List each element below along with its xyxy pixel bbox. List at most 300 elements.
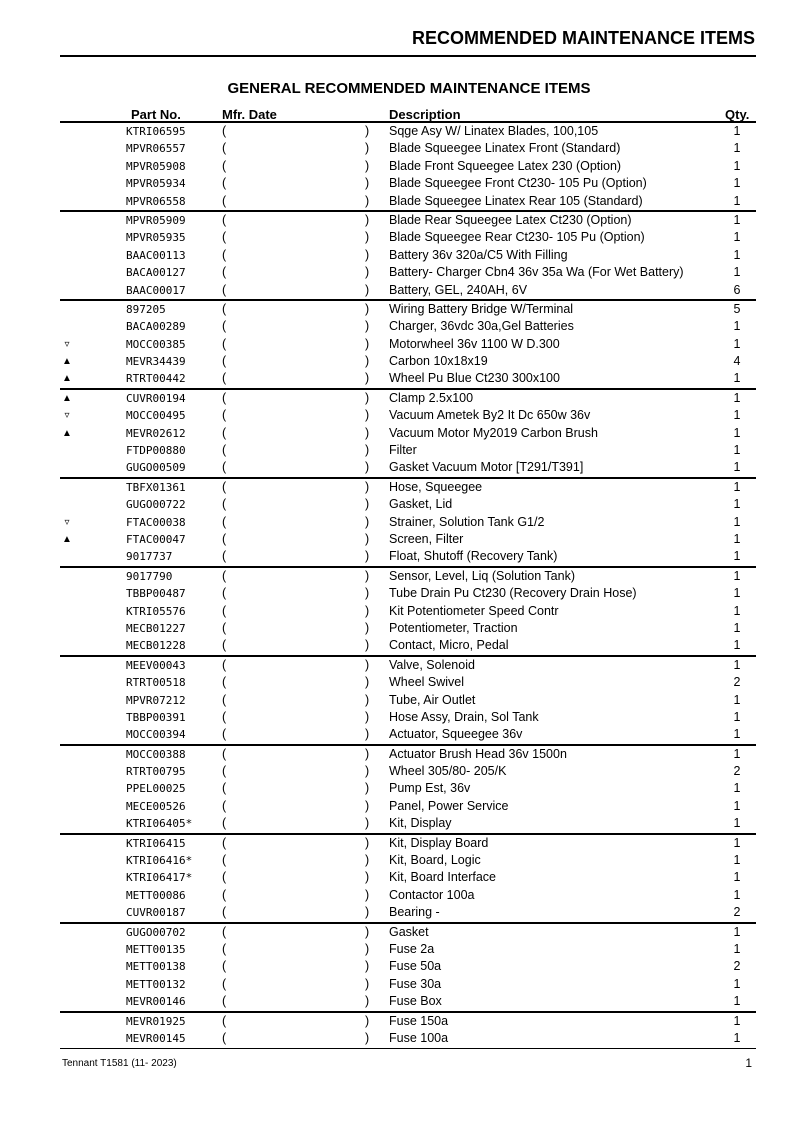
quantity: 1 bbox=[733, 514, 741, 529]
mfr-date-close: ) bbox=[365, 887, 370, 902]
part-number: FTAC00038 bbox=[126, 515, 186, 529]
mfr-date-open: ( bbox=[222, 301, 227, 316]
quantity: 1 bbox=[733, 1013, 741, 1028]
mfr-date-close: ) bbox=[365, 692, 370, 707]
description: Tube Drain Pu Ct230 (Recovery Drain Hose) bbox=[389, 586, 637, 601]
mfr-date-close: ) bbox=[365, 905, 370, 920]
mfr-date-close: ) bbox=[365, 514, 370, 529]
table-row bbox=[60, 1013, 756, 1030]
description: Strainer, Solution Tank G1/2 bbox=[389, 514, 545, 529]
description: Fuse 50a bbox=[389, 959, 442, 974]
part-number: TBBP00487 bbox=[126, 587, 186, 601]
table-row-group bbox=[60, 744, 756, 833]
description: Float, Shutoff (Recovery Tank) bbox=[389, 549, 558, 564]
quantity: 1 bbox=[733, 336, 741, 351]
mfr-date-open: ( bbox=[222, 853, 227, 868]
part-number: CUVR00194 bbox=[126, 391, 186, 405]
table-row-group bbox=[60, 566, 756, 655]
table-row bbox=[60, 993, 756, 1010]
quantity: 4 bbox=[733, 354, 741, 369]
mfr-date-open: ( bbox=[222, 425, 227, 440]
mfr-date-close: ) bbox=[365, 764, 370, 779]
mfr-date-open: ( bbox=[222, 959, 227, 974]
table-row bbox=[60, 637, 756, 654]
description: Motorwheel 36v 1100 W D.300 bbox=[389, 336, 560, 351]
part-number: KTRI06417* bbox=[126, 871, 193, 885]
mfr-date-close: ) bbox=[365, 230, 370, 245]
table-row bbox=[60, 692, 756, 709]
mfr-date-open: ( bbox=[222, 924, 227, 939]
quantity: 1 bbox=[733, 870, 741, 885]
part-number: KTRI06595 bbox=[126, 125, 186, 138]
table-row bbox=[60, 746, 756, 763]
quantity: 1 bbox=[733, 443, 741, 458]
description: Wheel 305/80- 205/K bbox=[389, 764, 507, 779]
quantity: 1 bbox=[733, 924, 741, 939]
mfr-date-open: ( bbox=[222, 176, 227, 191]
mfr-date-close: ) bbox=[365, 620, 370, 635]
part-number: PPEL00025 bbox=[126, 782, 186, 796]
description: Battery 36v 320a/C5 With Filling bbox=[389, 247, 568, 262]
mfr-date-open: ( bbox=[222, 460, 227, 475]
quantity: 1 bbox=[733, 727, 741, 742]
table-row bbox=[60, 514, 756, 531]
mfr-date-open: ( bbox=[222, 798, 227, 813]
table-row bbox=[60, 958, 756, 975]
part-number: MOCC00388 bbox=[126, 747, 186, 761]
mfr-date-close: ) bbox=[365, 816, 370, 831]
description: Contact, Micro, Pedal bbox=[389, 638, 509, 653]
mfr-date-close: ) bbox=[365, 460, 370, 475]
part-number: MECB01227 bbox=[126, 621, 186, 635]
part-number: RTRT00795 bbox=[126, 765, 186, 779]
part-number: 9017737 bbox=[126, 550, 173, 564]
quantity: 1 bbox=[733, 835, 741, 850]
mfr-date-close: ) bbox=[365, 941, 370, 956]
mfr-date-open: ( bbox=[222, 265, 227, 280]
description: Kit, Board, Logic bbox=[389, 853, 481, 868]
description: Gasket bbox=[389, 924, 429, 939]
table-row bbox=[60, 496, 756, 513]
mfr-date-close: ) bbox=[365, 425, 370, 440]
footer-document-id: Tennant T1581 (11- 2023) bbox=[62, 1058, 177, 1069]
mfr-date-open: ( bbox=[222, 941, 227, 956]
description: Charger, 36vdc 30a,Gel Batteries bbox=[389, 319, 574, 334]
description: Fuse Box bbox=[389, 994, 442, 1009]
description: Battery- Charger Cbn4 36v 35a Wa (For Wet Battery) bbox=[389, 265, 684, 280]
description: Hose Assy, Drain, Sol Tank bbox=[389, 709, 539, 724]
quantity: 1 bbox=[733, 390, 741, 405]
mfr-date-close: ) bbox=[365, 354, 370, 369]
part-number: MOCC00495 bbox=[126, 409, 186, 423]
part-number: MECE00526 bbox=[126, 799, 186, 813]
table-row-group bbox=[60, 299, 756, 388]
part-number: MPVR05909 bbox=[126, 213, 186, 227]
mfr-date-close: ) bbox=[365, 781, 370, 796]
change-marker: ▲ bbox=[62, 533, 72, 545]
quantity: 2 bbox=[733, 764, 741, 779]
mfr-date-close: ) bbox=[365, 193, 370, 208]
table-row bbox=[60, 158, 756, 175]
mfr-date-close: ) bbox=[365, 549, 370, 564]
part-number: MOCC00385 bbox=[126, 337, 186, 351]
quantity: 1 bbox=[733, 531, 741, 546]
description: Screen, Filter bbox=[389, 531, 464, 546]
quantity: 5 bbox=[733, 301, 741, 316]
change-marker: ▲ bbox=[62, 392, 72, 404]
mfr-date-close: ) bbox=[365, 1030, 370, 1045]
quantity: 1 bbox=[733, 497, 741, 512]
table-row bbox=[60, 548, 756, 565]
description: Fuse 30a bbox=[389, 976, 442, 991]
table-row bbox=[60, 674, 756, 691]
mfr-date-open: ( bbox=[222, 870, 227, 885]
description: Potentiometer, Traction bbox=[389, 620, 518, 635]
description: Wheel Swivel bbox=[389, 675, 465, 690]
mfr-date-close: ) bbox=[365, 124, 370, 138]
page-title: RECOMMENDED MAINTENANCE ITEMS bbox=[411, 28, 755, 48]
mfr-date-close: ) bbox=[365, 835, 370, 850]
part-number: METT00138 bbox=[126, 960, 186, 974]
part-number: MPVR06557 bbox=[126, 142, 186, 156]
table-row bbox=[60, 726, 756, 743]
table-row-group bbox=[60, 1011, 756, 1048]
mfr-date-open: ( bbox=[222, 905, 227, 920]
part-number: GUGO00702 bbox=[126, 925, 186, 939]
quantity: 1 bbox=[733, 657, 741, 672]
table-row bbox=[60, 798, 756, 815]
table-row bbox=[60, 301, 756, 318]
mfr-date-open: ( bbox=[222, 408, 227, 423]
mfr-date-close: ) bbox=[365, 603, 370, 618]
table-row bbox=[60, 603, 756, 620]
change-marker: ▲ bbox=[62, 356, 72, 368]
mfr-date-close: ) bbox=[365, 336, 370, 351]
mfr-date-open: ( bbox=[222, 443, 227, 458]
quantity: 1 bbox=[733, 265, 741, 280]
table-row bbox=[60, 531, 756, 548]
table-row bbox=[60, 212, 756, 229]
quantity: 1 bbox=[733, 479, 741, 494]
mfr-date-close: ) bbox=[365, 568, 370, 583]
mfr-date-open: ( bbox=[222, 709, 227, 724]
part-number: MEVR00145 bbox=[126, 1031, 186, 1045]
mfr-date-open: ( bbox=[222, 727, 227, 742]
description: Gasket Vacuum Motor [T291/T391] bbox=[389, 460, 584, 475]
mfr-date-close: ) bbox=[365, 924, 370, 939]
mfr-date-open: ( bbox=[222, 371, 227, 386]
description: Kit, Display Board bbox=[389, 835, 489, 850]
part-number: MPVR05908 bbox=[126, 159, 186, 173]
mfr-date-close: ) bbox=[365, 301, 370, 316]
table-row-group bbox=[60, 922, 756, 1011]
description: Carbon 10x18x19 bbox=[389, 354, 488, 369]
description: Vacuum Ametek By2 It Dc 650w 36v bbox=[389, 408, 591, 423]
part-number: RTRT00442 bbox=[126, 372, 186, 386]
description: Valve, Solenoid bbox=[389, 657, 475, 672]
part-number: MEVR01925 bbox=[126, 1014, 186, 1028]
mfr-date-open: ( bbox=[222, 994, 227, 1009]
mfr-date-open: ( bbox=[222, 781, 227, 796]
table-row bbox=[60, 815, 756, 832]
mfr-date-close: ) bbox=[365, 1013, 370, 1028]
header-rule bbox=[60, 55, 756, 57]
quantity: 1 bbox=[733, 247, 741, 262]
mfr-date-close: ) bbox=[365, 853, 370, 868]
section-title: GENERAL RECOMMENDED MAINTENANCE ITEMS bbox=[227, 80, 591, 97]
table-row bbox=[60, 123, 756, 140]
mfr-date-close: ) bbox=[365, 319, 370, 334]
mfr-date-open: ( bbox=[222, 887, 227, 902]
table-row bbox=[60, 407, 756, 424]
mfr-date-close: ) bbox=[365, 176, 370, 191]
mfr-date-open: ( bbox=[222, 354, 227, 369]
part-number: MEVR02612 bbox=[126, 426, 186, 440]
table-row bbox=[60, 620, 756, 637]
mfr-date-close: ) bbox=[365, 709, 370, 724]
quantity: 1 bbox=[733, 193, 741, 208]
table-row-group bbox=[60, 210, 756, 299]
part-number: 9017790 bbox=[126, 569, 173, 583]
mfr-date-open: ( bbox=[222, 568, 227, 583]
description: Battery, GEL, 240AH, 6V bbox=[389, 282, 528, 297]
quantity: 1 bbox=[733, 781, 741, 796]
quantity: 2 bbox=[733, 905, 741, 920]
mfr-date-close: ) bbox=[365, 141, 370, 156]
mfr-date-open: ( bbox=[222, 976, 227, 991]
mfr-date-open: ( bbox=[222, 603, 227, 618]
table-row-group bbox=[60, 388, 756, 477]
description: Blade Squeegee Rear Ct230- 105 Pu (Option) bbox=[389, 230, 645, 245]
quantity: 1 bbox=[733, 620, 741, 635]
mfr-date-close: ) bbox=[365, 586, 370, 601]
mfr-date-open: ( bbox=[222, 586, 227, 601]
table-row-group bbox=[60, 477, 756, 566]
description: Blade Squeegee Front Ct230- 105 Pu (Option) bbox=[389, 176, 647, 191]
mfr-date-open: ( bbox=[222, 319, 227, 334]
table-row bbox=[60, 585, 756, 602]
footer-rule bbox=[60, 1048, 756, 1049]
mfr-date-open: ( bbox=[222, 282, 227, 297]
mfr-date-close: ) bbox=[365, 408, 370, 423]
mfr-date-open: ( bbox=[222, 479, 227, 494]
description: Kit, Board Interface bbox=[389, 870, 497, 885]
parts-table bbox=[60, 121, 756, 1047]
part-number: BAAC00113 bbox=[126, 248, 186, 262]
table-row bbox=[60, 657, 756, 674]
mfr-date-close: ) bbox=[365, 870, 370, 885]
description: Bearing - bbox=[389, 905, 440, 920]
part-number: METT00132 bbox=[126, 977, 186, 991]
mfr-date-open: ( bbox=[222, 158, 227, 173]
table-row bbox=[60, 924, 756, 941]
mfr-date-open: ( bbox=[222, 549, 227, 564]
description: Kit, Display bbox=[389, 816, 452, 831]
part-number: KTRI06416* bbox=[126, 854, 193, 868]
table-row bbox=[60, 835, 756, 852]
mfr-date-open: ( bbox=[222, 247, 227, 262]
description: Pump Est, 36v bbox=[389, 781, 471, 796]
part-number: KTRI05576 bbox=[126, 604, 186, 618]
table-row-group bbox=[60, 121, 756, 210]
part-number: MEVR34439 bbox=[126, 355, 186, 369]
table-row bbox=[60, 425, 756, 442]
quantity: 1 bbox=[733, 994, 741, 1009]
description: Blade Rear Squeegee Latex Ct230 (Option) bbox=[389, 212, 632, 227]
part-number: TBBP00391 bbox=[126, 710, 186, 724]
quantity: 2 bbox=[733, 959, 741, 974]
mfr-date-open: ( bbox=[222, 390, 227, 405]
part-number: KTRI06415 bbox=[126, 836, 186, 850]
quantity: 6 bbox=[733, 282, 741, 297]
part-number: RTRT00518 bbox=[126, 676, 186, 690]
table-row bbox=[60, 264, 756, 281]
table-row bbox=[60, 175, 756, 192]
quantity: 1 bbox=[733, 230, 741, 245]
quantity: 1 bbox=[733, 941, 741, 956]
part-number: MOCC00394 bbox=[126, 728, 186, 742]
quantity: 1 bbox=[733, 976, 741, 991]
mfr-date-close: ) bbox=[365, 675, 370, 690]
table-row-group bbox=[60, 833, 756, 922]
quantity: 1 bbox=[733, 746, 741, 761]
mfr-date-open: ( bbox=[222, 620, 227, 635]
mfr-date-open: ( bbox=[222, 497, 227, 512]
description: Sensor, Level, Liq (Solution Tank) bbox=[389, 568, 575, 583]
part-number: BACA00127 bbox=[126, 266, 186, 280]
quantity: 1 bbox=[733, 638, 741, 653]
mfr-date-close: ) bbox=[365, 265, 370, 280]
mfr-date-open: ( bbox=[222, 764, 227, 779]
table-row bbox=[60, 370, 756, 387]
part-number: METT00086 bbox=[126, 888, 186, 902]
mfr-date-close: ) bbox=[365, 657, 370, 672]
quantity: 1 bbox=[733, 319, 741, 334]
mfr-date-open: ( bbox=[222, 1013, 227, 1028]
description: Blade Squeegee Linatex Front (Standard) bbox=[389, 141, 621, 156]
description: Fuse 2a bbox=[389, 941, 435, 956]
part-number: BACA00289 bbox=[126, 320, 186, 334]
description: Blade Front Squeegee Latex 230 (Option) bbox=[389, 158, 622, 173]
description: Vacuum Motor My2019 Carbon Brush bbox=[389, 425, 598, 440]
mfr-date-close: ) bbox=[365, 479, 370, 494]
part-number: MPVR05935 bbox=[126, 231, 186, 245]
description: Fuse 100a bbox=[389, 1030, 449, 1045]
mfr-date-open: ( bbox=[222, 675, 227, 690]
mfr-date-close: ) bbox=[365, 282, 370, 297]
description: Panel, Power Service bbox=[389, 798, 509, 813]
mfr-date-close: ) bbox=[365, 727, 370, 742]
part-number: TBFX01361 bbox=[126, 480, 186, 494]
quantity: 1 bbox=[733, 141, 741, 156]
description: Contactor 100a bbox=[389, 887, 475, 902]
part-number: MPVR05934 bbox=[126, 177, 186, 191]
quantity: 1 bbox=[733, 692, 741, 707]
mfr-date-close: ) bbox=[365, 212, 370, 227]
mfr-date-open: ( bbox=[222, 124, 227, 138]
mfr-date-open: ( bbox=[222, 531, 227, 546]
mfr-date-open: ( bbox=[222, 193, 227, 208]
table-row-group bbox=[60, 655, 756, 744]
mfr-date-open: ( bbox=[222, 514, 227, 529]
description: Clamp 2.5x100 bbox=[389, 390, 474, 405]
mfr-date-open: ( bbox=[222, 141, 227, 156]
table-row bbox=[60, 459, 756, 476]
table-row bbox=[60, 709, 756, 726]
table-row bbox=[60, 229, 756, 246]
mfr-date-close: ) bbox=[365, 994, 370, 1009]
table-row bbox=[60, 318, 756, 335]
table-row bbox=[60, 904, 756, 921]
part-number: MPVR07212 bbox=[126, 693, 186, 707]
part-number: MEEV00043 bbox=[126, 658, 186, 672]
table-row bbox=[60, 941, 756, 958]
description: Gasket, Lid bbox=[389, 497, 453, 512]
mfr-date-close: ) bbox=[365, 976, 370, 991]
column-header-mfr-date: Mfr. Date bbox=[222, 107, 277, 122]
table-row bbox=[60, 869, 756, 886]
table-row bbox=[60, 976, 756, 993]
table-row bbox=[60, 887, 756, 904]
mfr-date-open: ( bbox=[222, 638, 227, 653]
page-number: 1 bbox=[745, 1056, 752, 1070]
mfr-date-close: ) bbox=[365, 746, 370, 761]
mfr-date-close: ) bbox=[365, 390, 370, 405]
description: Blade Squeegee Linatex Rear 105 (Standard) bbox=[389, 193, 643, 208]
quantity: 1 bbox=[733, 124, 741, 138]
quantity: 1 bbox=[733, 798, 741, 813]
mfr-date-open: ( bbox=[222, 1030, 227, 1045]
part-number: METT00135 bbox=[126, 942, 186, 956]
quantity: 1 bbox=[733, 603, 741, 618]
mfr-date-close: ) bbox=[365, 531, 370, 546]
table-row bbox=[60, 282, 756, 299]
mfr-date-open: ( bbox=[222, 692, 227, 707]
column-header-description: Description bbox=[389, 107, 461, 122]
table-row bbox=[60, 852, 756, 869]
mfr-date-open: ( bbox=[222, 746, 227, 761]
mfr-date-open: ( bbox=[222, 336, 227, 351]
change-marker: ▿ bbox=[64, 410, 70, 422]
part-number: MPVR06558 bbox=[126, 194, 186, 208]
quantity: 1 bbox=[733, 408, 741, 423]
quantity: 1 bbox=[733, 425, 741, 440]
table-row bbox=[60, 479, 756, 496]
table-row bbox=[60, 353, 756, 370]
description: Sqge Asy W/ Linatex Blades, 100,105 bbox=[389, 124, 599, 138]
mfr-date-open: ( bbox=[222, 816, 227, 831]
description: Wheel Pu Blue Ct230 300x100 bbox=[389, 371, 560, 386]
quantity: 1 bbox=[733, 158, 741, 173]
description: Wiring Battery Bridge W/Terminal bbox=[389, 301, 574, 316]
quantity: 1 bbox=[733, 853, 741, 868]
table-row bbox=[60, 193, 756, 210]
quantity: 1 bbox=[733, 709, 741, 724]
change-marker: ▲ bbox=[62, 427, 72, 439]
description: Filter bbox=[389, 443, 417, 458]
table-row bbox=[60, 390, 756, 407]
mfr-date-close: ) bbox=[365, 371, 370, 386]
quantity: 1 bbox=[733, 176, 741, 191]
mfr-date-close: ) bbox=[365, 497, 370, 512]
mfr-date-close: ) bbox=[365, 959, 370, 974]
mfr-date-open: ( bbox=[222, 657, 227, 672]
description: Fuse 150a bbox=[389, 1013, 449, 1028]
change-marker: ▿ bbox=[64, 338, 70, 350]
part-number: MEVR00146 bbox=[126, 995, 186, 1009]
table-row bbox=[60, 1030, 756, 1047]
mfr-date-close: ) bbox=[365, 638, 370, 653]
